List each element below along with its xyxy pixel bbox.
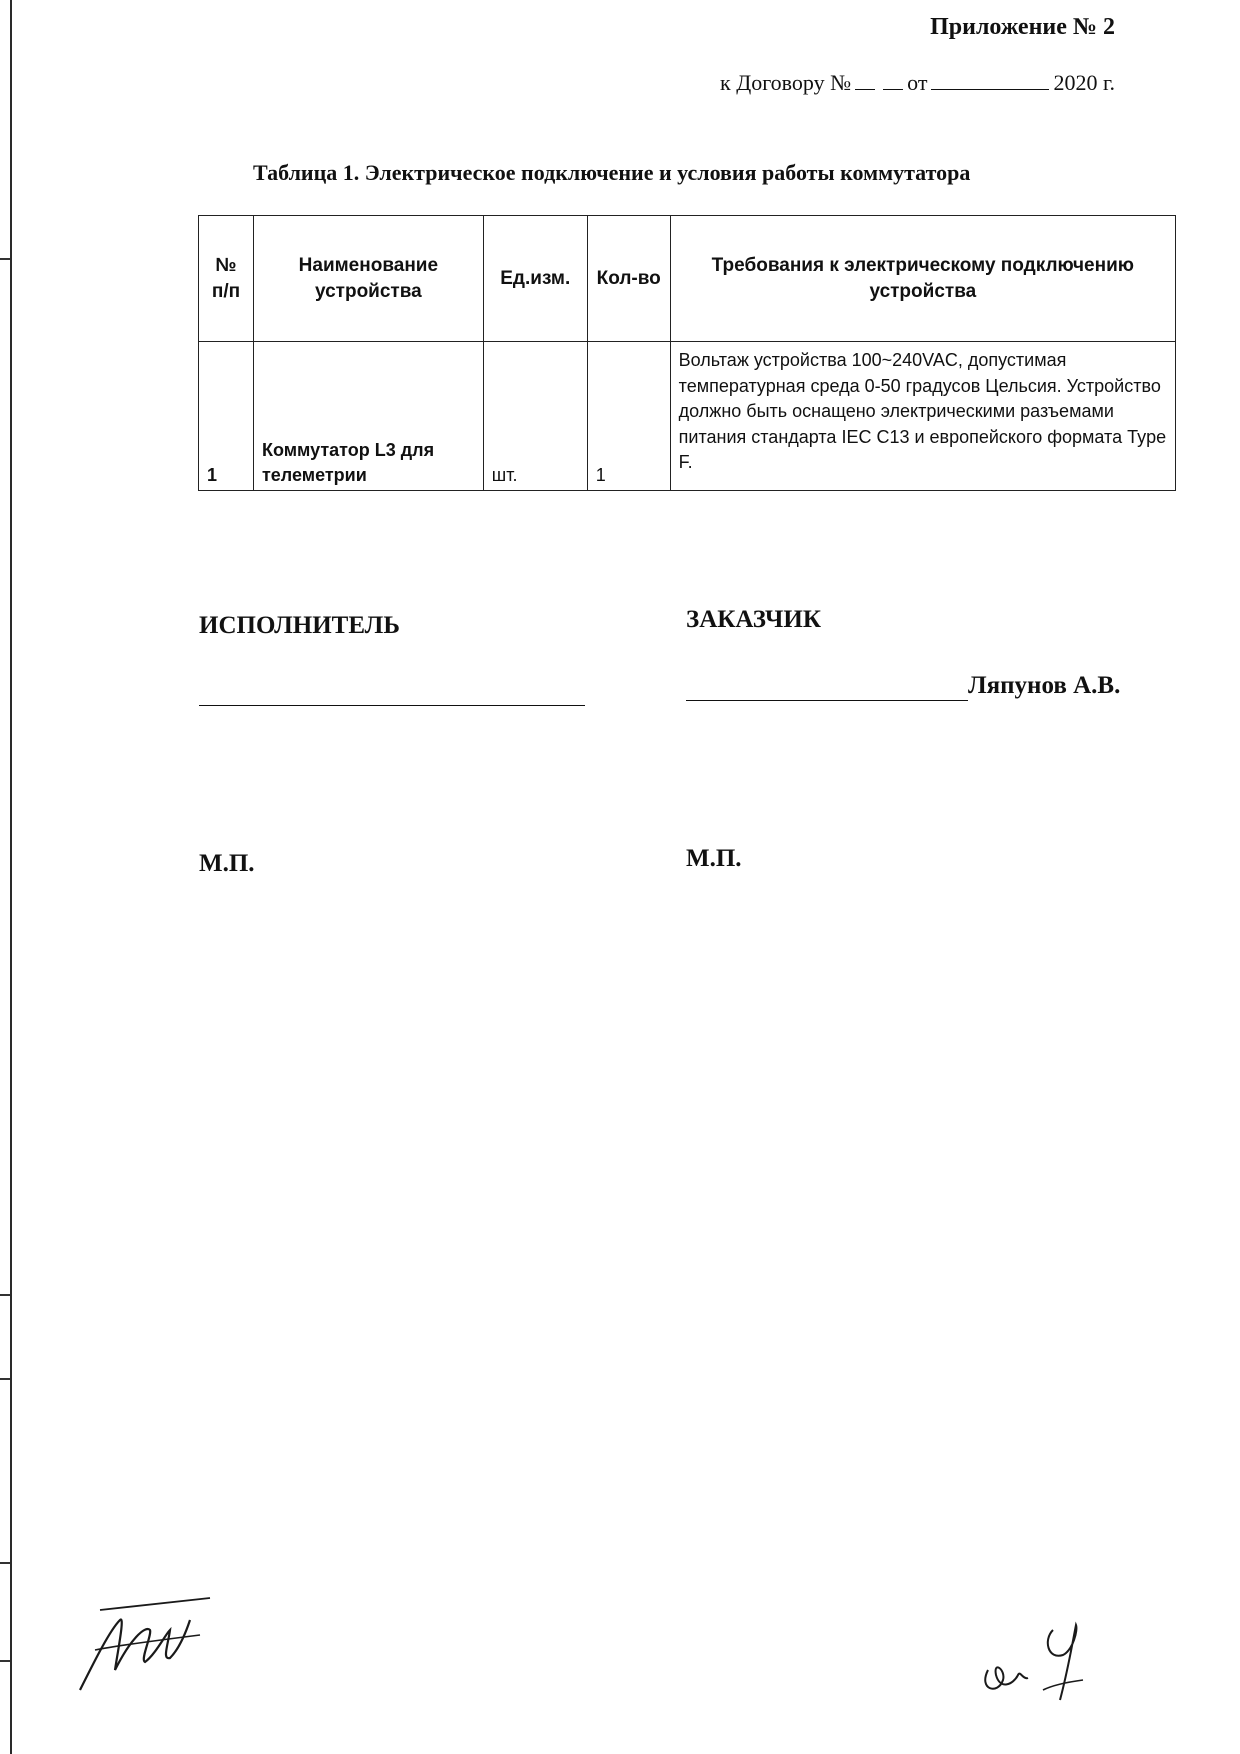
margin-tick [0,1378,10,1380]
cell-requirements: Вольтаж устройства 100~240VAC, допустимая температурная среда 0-50 градусов Цельсия. Устройство должно быть оснащено электрическими разъемами питания стандарта IEC C13 и европейского формата Type F. [670,342,1175,491]
contract-date-blank [931,88,1049,90]
customer-signatory-name: Ляпунов А.В. [968,672,1121,699]
header-requirements: Требования к электрическому подключению устройства [670,216,1175,342]
contract-number-blank [883,88,903,90]
executor-stamp-label: М.П. [199,850,255,877]
contract-from: от [907,70,928,95]
header-qty: Кол-во [587,216,670,342]
cell-name: Коммутатор L3 для телеметрии [253,342,483,491]
header-name: Наименование устройства [253,216,483,342]
contract-prefix: к Договору № [720,70,852,95]
executor-signature-line [199,705,585,706]
contract-reference [720,70,1115,96]
requirements-table [198,215,1176,491]
page-edge [10,0,12,1754]
customer-title: ЗАКАЗЧИК [686,606,821,633]
cell-qty: 1 [587,342,670,491]
executor-title: ИСПОЛНИТЕЛЬ [199,612,400,639]
cell-unit: шт. [483,342,587,491]
customer-signature-mark [968,1600,1108,1710]
cell-num: 1 [199,342,254,491]
table-title: Таблица 1. Электрическое подключение и условия работы коммутатора [253,160,971,185]
table-header-row [199,216,1176,342]
contract-number-blank [855,88,875,90]
header-num: № п/п [199,216,254,342]
customer-stamp-label: М.П. [686,845,742,872]
customer-signature-line [686,700,968,701]
table-row [199,342,1176,491]
margin-tick [0,1660,10,1662]
margin-tick [0,1562,10,1564]
appendix-label: Приложение № 2 [930,14,1115,40]
margin-tick [0,258,10,260]
margin-tick [0,1294,10,1296]
header-unit: Ед.изм. [483,216,587,342]
contract-year: 2020 г. [1053,70,1115,95]
executor-signature-mark [70,1590,220,1700]
